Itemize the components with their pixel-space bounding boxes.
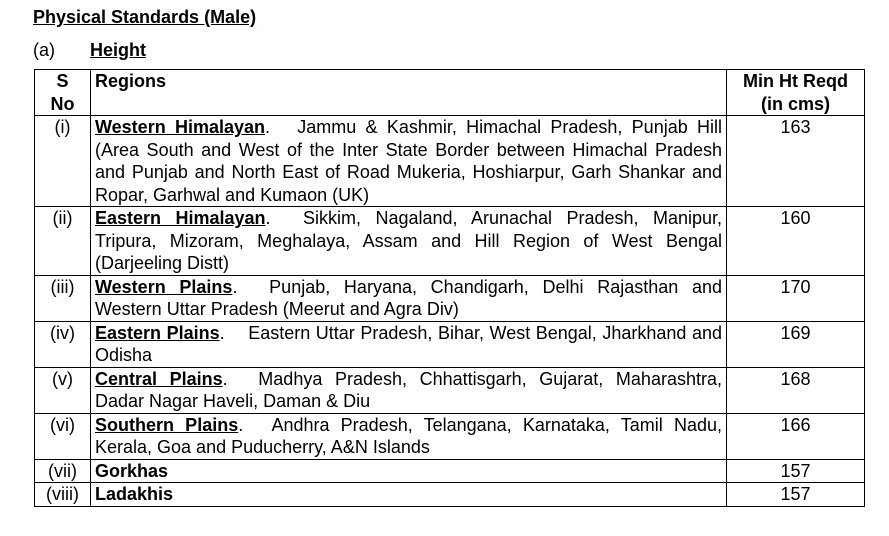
row-min-height: 166 xyxy=(727,413,865,459)
region-name-separator: . xyxy=(265,208,271,228)
table-header-row xyxy=(35,70,865,116)
row-min-height: 160 xyxy=(727,207,865,276)
region-name-separator: . xyxy=(232,276,238,297)
row-region xyxy=(91,116,727,207)
region-name: Gorkhas xyxy=(95,460,169,481)
region-name: Southern Plains xyxy=(95,414,239,435)
region-name: Ladakhis xyxy=(95,484,174,504)
row-region xyxy=(91,207,727,276)
row-min-height: 170 xyxy=(727,275,865,321)
row-region xyxy=(91,413,727,459)
region-areas: Madhya Pradesh, Chhattisgarh, Gujarat, Maharashtra, Dadar Nagar Haveli, Daman & Diu xyxy=(95,368,722,411)
region-areas: Andhra Pradesh, Telangana, Karnataka, Tamil Nadu, Kerala, Goa and Puducherry, A&N Islands xyxy=(95,414,722,457)
row-serial-number: (ii) xyxy=(35,207,91,276)
region-areas: Eastern Uttar Pradesh, Bihar, West Bengal, Jharkhand and Odisha xyxy=(95,322,723,365)
table-row xyxy=(35,275,865,321)
table-row xyxy=(35,207,865,276)
header-ht-line2: (in cms) xyxy=(760,93,830,114)
row-region xyxy=(91,321,727,367)
row-serial-number: (vii) xyxy=(35,459,91,483)
section-label: (a) xyxy=(33,40,55,60)
row-min-height: 169 xyxy=(727,321,865,367)
row-region xyxy=(91,275,727,321)
row-serial-number: (i) xyxy=(35,116,91,207)
region-areas: Punjab, Haryana, Chandigarh, Delhi Rajasthan and Western Uttar Pradesh (Meerut and Agra Div) xyxy=(95,276,722,319)
header-regions: Regions xyxy=(91,70,727,116)
row-serial-number: (viii) xyxy=(35,483,91,507)
region-name-separator: . xyxy=(219,322,225,343)
section-title: Height xyxy=(90,40,146,60)
row-region xyxy=(91,483,727,507)
table-row xyxy=(35,483,865,507)
table-row xyxy=(35,321,865,367)
row-min-height: 163 xyxy=(727,116,865,207)
table-row xyxy=(35,413,865,459)
region-name: Eastern Himalayan xyxy=(95,208,266,228)
page-title: Physical Standards (Male) xyxy=(33,7,257,27)
header-sno-line1: S xyxy=(56,71,69,91)
header-ht-line1: Min Ht Reqd xyxy=(743,71,848,91)
table-row xyxy=(35,367,865,413)
row-serial-number: (iv) xyxy=(35,321,91,367)
row-serial-number: (vi) xyxy=(35,413,91,459)
header-sno xyxy=(35,70,91,116)
region-name: Central Plains xyxy=(95,368,223,389)
row-serial-number: (iii) xyxy=(35,275,91,321)
section-heading xyxy=(33,40,146,61)
row-region xyxy=(91,459,727,483)
region-name-separator: . xyxy=(238,414,244,435)
region-name: Eastern Plains xyxy=(95,322,220,343)
header-sno-line2: No xyxy=(50,93,75,114)
region-name: Western Plains xyxy=(95,276,233,297)
row-region xyxy=(91,367,727,413)
row-min-height: 157 xyxy=(727,459,865,483)
region-areas: Jammu & Kashmir, Himachal Pradesh, Punjab Hill (Area South and West of the Inter State Border between Himachal Pradesh and Punjab and North East of Road Mukeria, Hoshiarpur, Garh Shankar and Ropar, Garhwal and Kumaon (UK) xyxy=(95,117,722,205)
header-min-height xyxy=(727,70,865,116)
row-min-height: 168 xyxy=(727,367,865,413)
height-standards-table xyxy=(34,69,865,507)
region-areas: Sikkim, Nagaland, Arunachal Pradesh, Manipur, Tripura, Mizoram, Meghalaya, Assam and Hill Region of West Bengal (Darjeeling Distt) xyxy=(95,208,722,273)
table-row xyxy=(35,116,865,207)
region-name: Western Himalayan xyxy=(95,117,265,137)
region-name-separator: . xyxy=(222,368,228,389)
table-row xyxy=(35,459,865,483)
row-serial-number: (v) xyxy=(35,367,91,413)
row-min-height: 157 xyxy=(727,483,865,507)
region-name-separator: . xyxy=(265,117,271,137)
